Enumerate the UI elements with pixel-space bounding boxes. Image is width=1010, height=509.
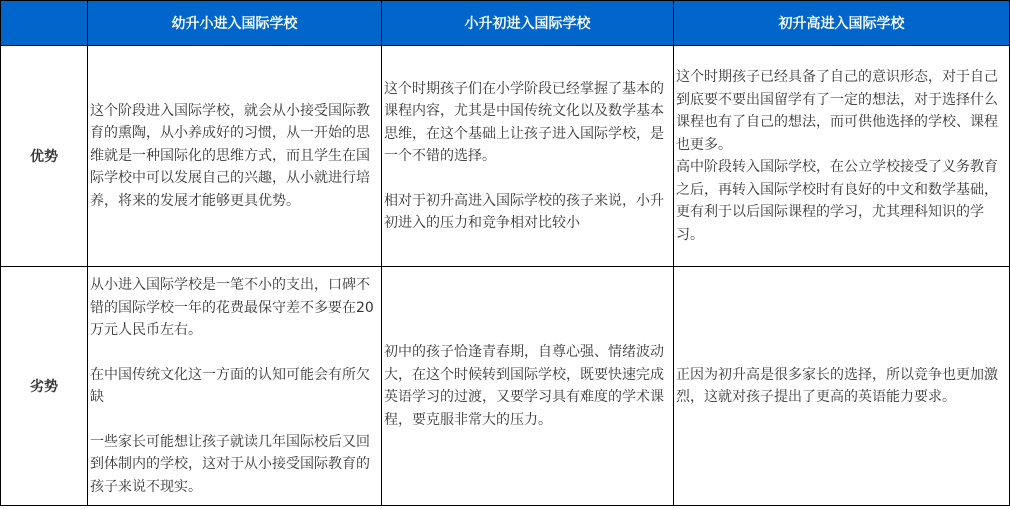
table-row-advantages [1,46,1010,267]
row-label-advantages: 优势 [1,46,88,267]
paragraph: 这个阶段进入国际学校，就会从小接受国际教育的熏陶，从小养成好的习惯，从一开始的思维就是一种国际化的思维方式，而且学生在国际学校中可以发展自己的兴趣，从小就进行培养，将来的发展才能够更具优势。 [90,102,370,209]
header-row [1,1,1010,46]
header-primary-to-middle: 小升初进入国际学校 [382,1,674,46]
cell-advantages-primary-to-middle [382,46,674,267]
cell-advantages-middle-to-high [674,46,1010,267]
header-middle-to-high: 初升高进入国际学校 [674,1,1010,46]
cell-disadvantages-primary-to-middle [382,267,674,506]
paragraph: 相对于初升高进入国际学校的孩子来说，小升初进入的压力和竞争相对比较小 [384,192,664,231]
paragraph: 从小进入国际学校是一笔不小的支出，口碑不错的国际学校一年的花费最保守差不多要在20万元人民币左右。 [90,277,374,338]
paragraph: 正因为初升高是很多家长的选择，所以竞争也更加激烈，这就对孩子提出了更高的英语能力要求。 [676,366,998,405]
paragraph: 这个时期孩子已经具备了自己的意识形态，对于自己到底要不要出国留学有了一定的想法，对于选择什么课程也有了自己的想法，而可供他选择的学校、课程也更多。 [676,69,998,153]
cell-disadvantages-kindergarten-to-primary [88,267,382,506]
paragraph: 高中阶段转入国际学校，在公立学校接受了义务教育之后，再转入国际学校时有良好的中文和数学基础，更有利于以后国际课程的学习，尤其理科知识的学习。 [676,159,998,243]
row-label-disadvantages: 劣势 [1,267,88,506]
cell-advantages-kindergarten-to-primary [88,46,382,267]
header-kindergarten-to-primary: 幼升小进入国际学校 [88,1,382,46]
header-corner [1,1,88,46]
paragraph: 初中的孩子恰逢青春期，自尊心强、情绪波动大，在这个时候转到国际学校，既要快速完成英语学习的过渡，又要学习具有难度的学术课程，要克服非常大的压力。 [384,344,664,428]
paragraph: 一些家长可能想让孩子就读几年国际校后又回到体制内的学校，这对于从小接受国际教育的孩子来说不现实。 [90,433,370,495]
cell-disadvantages-middle-to-high [674,267,1010,506]
paragraph: 在中国传统文化这一方面的认知可能会有所欠缺 [90,366,370,405]
table-row-disadvantages [1,267,1010,506]
paragraph: 这个时期孩子们在小学阶段已经掌握了基本的课程内容，尤其是中国传统文化以及数学基本思维，在这个基础上让孩子进入国际学校，是一个不错的选择。 [384,80,664,164]
